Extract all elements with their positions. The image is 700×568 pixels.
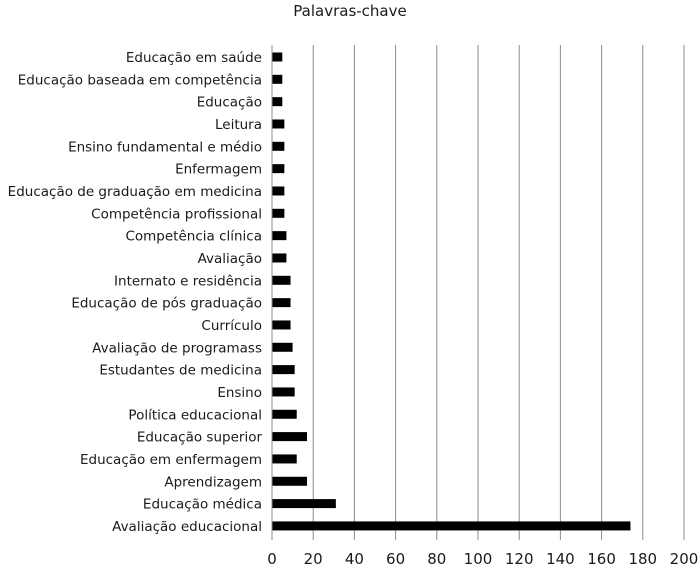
category-label: Internato e residência	[114, 273, 262, 290]
bar	[272, 298, 291, 307]
bar	[272, 209, 284, 218]
bar	[272, 454, 297, 463]
x-tick-label: 120	[504, 550, 534, 568]
bars	[272, 53, 630, 531]
x-tick-label: 140	[546, 550, 575, 568]
category-label: Política educacional	[128, 407, 262, 424]
category-label: Educação médica	[142, 496, 262, 513]
x-tick-label: 60	[386, 550, 406, 568]
category-label: Ensino	[217, 384, 262, 401]
category-label: Aprendizagem	[164, 474, 262, 491]
category-label: Educação	[196, 94, 262, 111]
bar	[272, 164, 284, 173]
category-label: Avaliação	[197, 250, 262, 267]
bar	[272, 365, 295, 374]
category-label: Avaliação de programass	[92, 340, 262, 357]
bar	[272, 53, 282, 62]
category-label: Estudantes de medicina	[99, 362, 262, 379]
category-label: Educação em saúde	[125, 50, 262, 66]
category-label: Competência profissional	[91, 206, 262, 223]
bar	[272, 477, 307, 486]
x-tick-label: 0	[267, 550, 277, 568]
bar	[272, 231, 286, 240]
bar	[272, 119, 284, 128]
bar	[272, 75, 282, 84]
bar	[272, 142, 284, 151]
bar	[272, 410, 297, 419]
chart-title: Palavras-chave	[293, 2, 407, 20]
category-label: Educação em enfermagem	[79, 451, 262, 468]
category-labels	[8, 50, 263, 535]
category-label: Competência clínica	[125, 228, 262, 245]
category-label: Educação baseada em competência	[17, 72, 262, 89]
bar	[272, 387, 295, 396]
x-tick-label: 160	[587, 550, 616, 568]
bar	[272, 521, 630, 530]
x-tick-label: 200	[669, 550, 699, 568]
category-label: Educação de pós graduação	[71, 295, 262, 312]
bar	[272, 432, 307, 441]
category-label: Educação superior	[136, 429, 262, 446]
x-tick-label: 100	[463, 550, 493, 568]
bar	[272, 186, 284, 195]
bar	[272, 499, 336, 508]
category-label: Avaliação educacional	[112, 518, 262, 535]
bar	[272, 343, 293, 352]
bar	[272, 253, 286, 262]
category-label: Currículo	[201, 317, 262, 334]
category-label: Ensino fundamental e médio	[68, 139, 262, 156]
x-tick-label: 80	[427, 550, 447, 568]
bar	[272, 97, 282, 106]
category-label: Leitura	[214, 116, 262, 133]
category-label: Enfermagem	[175, 161, 262, 178]
x-tick-label: 40	[344, 550, 364, 568]
x-tick-label: 180	[628, 550, 658, 568]
bar	[272, 320, 291, 329]
gridlines	[313, 45, 684, 540]
category-label: Educação de graduação em medicina	[7, 183, 262, 200]
x-tick-label: 20	[303, 550, 323, 568]
x-tick-labels	[267, 550, 698, 568]
bar	[272, 276, 291, 285]
